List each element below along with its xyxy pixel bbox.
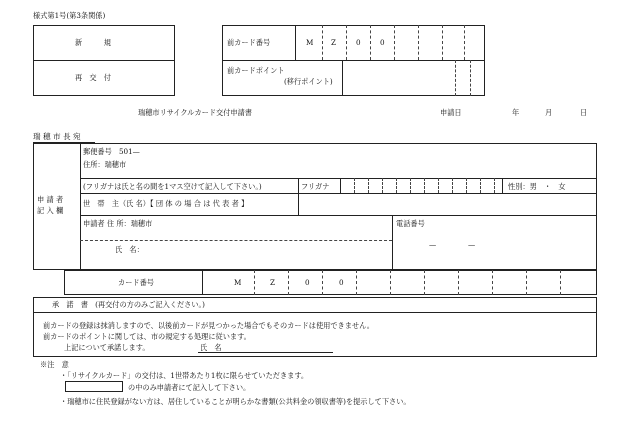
note-3: ・瑞穂市に住民登録がない方は、居住していることが明らかな書類(公共料金の領収書等)を提示して下さい。 [60, 397, 411, 406]
notes-heading: ※注 意 [40, 360, 69, 369]
applicant-section-label-2: 記 入 欄 [37, 206, 64, 215]
date-year: 年 [512, 108, 520, 117]
card-char-3: 0 [305, 278, 310, 287]
card-char-4: 0 [339, 278, 344, 287]
prev-card-char-4: 0 [380, 38, 385, 47]
note-2: の中のみ申請者にて記入して下さい。 [128, 383, 251, 392]
prev-card-points-sub: (移行ポイント) [284, 77, 333, 86]
entry-area-legend-box [65, 381, 123, 392]
phone-sep-1: — [429, 240, 437, 249]
prev-card-char-2: Z [331, 38, 336, 47]
card-char-1: M [234, 278, 242, 287]
sign-label: 氏 名 [200, 343, 222, 352]
addressee: 瑞 穂 市 長 宛 [33, 132, 81, 141]
prev-card-char-3: 0 [356, 38, 361, 47]
phone-sep-2: — [468, 240, 476, 249]
consent-title: 承 諾 書 (再交付の方のみご記入ください。) [52, 300, 205, 309]
applicant-section-label-1: 申 請 者 [37, 195, 64, 204]
consent-line-3: 上記について承諾します。 [64, 343, 150, 352]
furigana-label: フリガナ [301, 182, 330, 191]
gender: 性別：男 ・ 女 [508, 182, 566, 191]
card-char-2: Z [270, 278, 275, 287]
date-day: 日 [580, 108, 588, 117]
date-label: 申請日 [440, 108, 462, 117]
name-label: 氏 名： [115, 245, 144, 254]
card-number-label: カード番号 [118, 278, 154, 287]
reissue-label: 再 交 付 [75, 73, 111, 82]
date-month: 月 [545, 108, 553, 117]
consent-line-2: 前カードのポイントに関しては、市の規定する処理に従います。 [43, 332, 251, 341]
consent-line-1: 前カードの登録は抹消しますので、以後前カードが見つかった場合でもそのカードは使用できません。 [43, 321, 374, 330]
postal-code: 郵便番号 501— [83, 147, 140, 156]
form-title: 瑞穂市リサイクルカード交付申請書 [138, 108, 252, 117]
phone-label: 電話番号 [396, 219, 425, 228]
household-head: 世 帯 主（氏 名）【 団 体 の 場 合 は 代 表 者 】 [83, 199, 249, 208]
form-number: 様式第1号(第3条関係) [33, 11, 106, 20]
prev-card-number-label: 前カード番号 [227, 38, 271, 47]
prev-card-points-label: 前カードポイント [227, 66, 285, 75]
furigana-note: (フリガナは氏と名の間を1マス空けて記入して下さい。) [83, 182, 262, 191]
applicant-address: 申請者 住 所：瑞穂市 [83, 219, 153, 228]
prev-card-char-1: M [306, 38, 314, 47]
address: 住所：瑞穂市 [83, 160, 127, 169]
note-1: ・「リサイクルカード」の交付は、1世帯あたり1枚に限らせていただきます。 [60, 371, 309, 380]
new-label: 新 規 [75, 38, 111, 47]
